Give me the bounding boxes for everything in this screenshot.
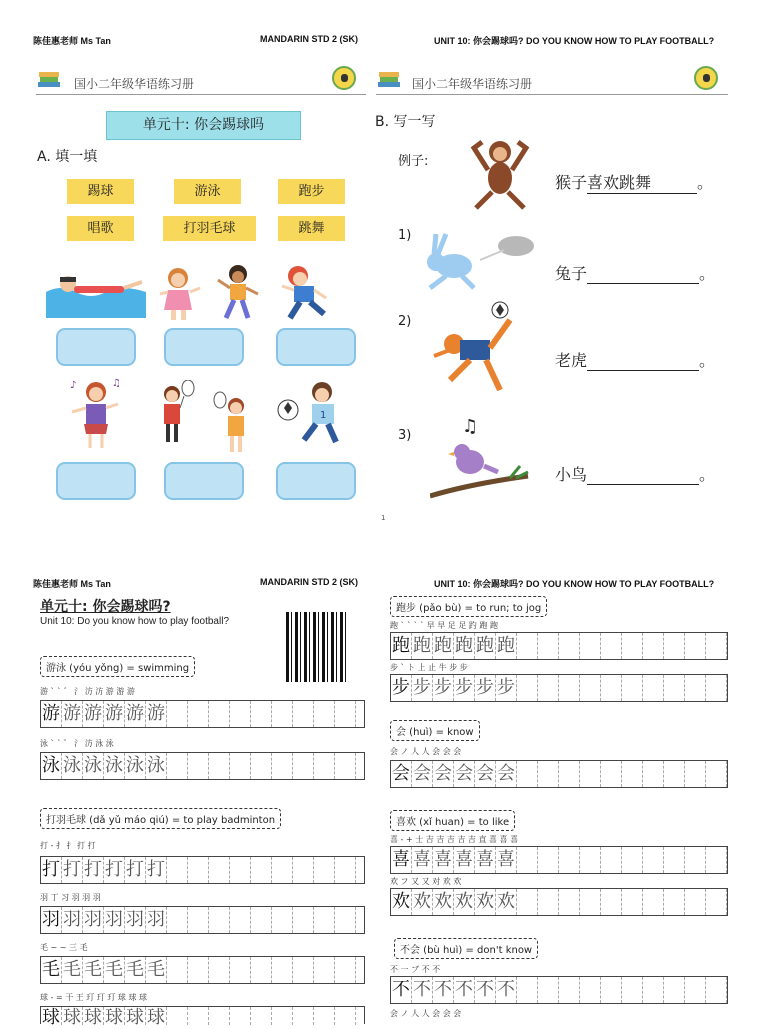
- blank-cell[interactable]: [209, 907, 230, 933]
- blank-cell[interactable]: [517, 633, 538, 659]
- trace-character[interactable]: 泳: [125, 753, 146, 779]
- model-character: 会: [391, 761, 412, 787]
- trace-character[interactable]: 喜: [454, 847, 475, 873]
- blank-cell[interactable]: [559, 633, 580, 659]
- word-box: 打羽毛球: [163, 216, 256, 241]
- blank-cell[interactable]: [251, 857, 272, 883]
- trace-character[interactable]: 跑: [412, 633, 433, 659]
- trace-character[interactable]: 球: [105, 1007, 123, 1028]
- example-answer: 喜欢跳舞: [587, 170, 697, 194]
- running-boy-illustration: [278, 264, 334, 322]
- course-label: MANDARIN STD 2 (SK): [260, 577, 358, 587]
- blank-cell[interactable]: [664, 977, 685, 1003]
- sentence-end: 。: [697, 173, 714, 192]
- blank-cell[interactable]: [559, 761, 580, 787]
- blank-cell[interactable]: [251, 1007, 272, 1025]
- singing-bird-illustration: [430, 412, 530, 506]
- word-box: 游泳: [174, 179, 241, 204]
- dancing-boy-illustration: [216, 264, 260, 320]
- trace-character[interactable]: 游: [62, 701, 83, 727]
- question-sentence: [555, 462, 715, 485]
- blank-cell[interactable]: [188, 907, 209, 933]
- answer-box[interactable]: [276, 328, 356, 366]
- blank-cell[interactable]: [314, 753, 335, 779]
- blank-cell[interactable]: [272, 753, 293, 779]
- books-icon: [38, 72, 60, 88]
- svg-text:♫: ♫: [112, 378, 121, 389]
- vocab-card: 打羽毛球 (dǎ yǔ máo qiú) = to play badminton: [40, 808, 281, 829]
- question-sentence: [555, 348, 715, 371]
- badminton-kids-illustration: [154, 380, 254, 456]
- trace-character[interactable]: 不: [433, 977, 454, 1003]
- question-subject: 小鸟: [555, 465, 588, 484]
- blank-cell[interactable]: [293, 1007, 314, 1025]
- blank-cell[interactable]: [167, 753, 188, 779]
- model-character: 球: [42, 1007, 60, 1028]
- trace-character[interactable]: 会: [454, 761, 475, 787]
- blank-cell[interactable]: [664, 889, 685, 915]
- svg-text:1: 1: [320, 410, 327, 421]
- trace-character[interactable]: 跑: [475, 633, 496, 659]
- stroke-order: 游 ` ` ゛ 氵 汸 汸 游 游 游: [40, 687, 135, 696]
- trace-character[interactable]: 羽: [125, 907, 146, 933]
- blank-cell[interactable]: [335, 907, 356, 933]
- school-logo: [694, 66, 718, 90]
- blank-cell[interactable]: [601, 847, 622, 873]
- trace-character[interactable]: 羽: [83, 907, 104, 933]
- blank-cell[interactable]: [622, 977, 643, 1003]
- course-label: MANDARIN STD 2 (SK): [260, 34, 358, 44]
- tiger-kicking-ball-illustration: [430, 300, 522, 400]
- blank-cell[interactable]: [167, 1007, 188, 1025]
- trace-character[interactable]: 球: [84, 1007, 102, 1028]
- blank-cell[interactable]: [664, 633, 685, 659]
- running-rabbit-illustration: [420, 230, 536, 292]
- trace-character[interactable]: 游: [104, 701, 125, 727]
- blank-cell[interactable]: [230, 907, 251, 933]
- blank-cell[interactable]: [209, 701, 230, 727]
- qr-code: [286, 612, 346, 682]
- header-rule: [36, 94, 366, 95]
- unit-title: UNIT 10: 你会踢球吗? DO YOU KNOW HOW TO PLAY FOOTBALL?: [434, 579, 715, 589]
- blank-cell[interactable]: [293, 957, 314, 983]
- worksheet-subtitle: Unit 10: Do you know how to play football?: [40, 616, 229, 627]
- books-icon: [378, 72, 400, 88]
- model-character: 跑: [391, 633, 412, 659]
- answer-box[interactable]: [164, 462, 244, 500]
- trace-character[interactable]: 毛: [62, 957, 83, 983]
- blank-cell[interactable]: [580, 633, 601, 659]
- blank-cell[interactable]: [188, 1007, 209, 1025]
- model-character: 泳: [41, 753, 62, 779]
- blank-cell[interactable]: [580, 761, 601, 787]
- blank-cell[interactable]: [293, 907, 314, 933]
- blank-cell[interactable]: [643, 633, 664, 659]
- vocab-card: 跑步 (pǎo bù) = to run; to jog: [390, 596, 547, 617]
- blank-cell[interactable]: [230, 957, 251, 983]
- blank-cell[interactable]: [622, 847, 643, 873]
- blank-cell[interactable]: [314, 907, 335, 933]
- model-character: 羽: [41, 907, 62, 933]
- model-character: 步: [391, 675, 412, 701]
- blank-cell[interactable]: [685, 847, 706, 873]
- unit-banner: 单元十: 你会踢球吗: [106, 111, 301, 140]
- blank-cell[interactable]: [230, 701, 251, 727]
- blank-cell[interactable]: [167, 857, 188, 883]
- swimmer-illustration: [46, 262, 146, 318]
- blank-cell[interactable]: [601, 977, 622, 1003]
- blank-cell[interactable]: [685, 675, 706, 701]
- trace-character[interactable]: 毛: [146, 957, 167, 983]
- answer-box[interactable]: [56, 328, 136, 366]
- blank-cell[interactable]: [314, 957, 335, 983]
- trace-character[interactable]: 泳: [62, 753, 83, 779]
- blank-cell[interactable]: [517, 675, 538, 701]
- blank-cell[interactable]: [580, 675, 601, 701]
- blank-cell[interactable]: [167, 957, 188, 983]
- blank-cell[interactable]: [685, 633, 706, 659]
- blank-cell[interactable]: [188, 701, 209, 727]
- blank-cell[interactable]: [335, 1007, 356, 1025]
- trace-character[interactable]: 喜: [433, 847, 454, 873]
- trace-character[interactable]: 泳: [146, 753, 167, 779]
- trace-character[interactable]: 喜: [475, 847, 496, 873]
- workbook-title: 国小二年级华语练习册: [412, 77, 533, 91]
- model-character: 不: [391, 977, 412, 1003]
- trace-character[interactable]: 游: [83, 701, 104, 727]
- blank-cell[interactable]: [538, 633, 559, 659]
- blank-cell[interactable]: [272, 957, 293, 983]
- blank-cell[interactable]: [167, 907, 188, 933]
- writing-grid[interactable]: [390, 976, 728, 1004]
- blank-cell[interactable]: [293, 753, 314, 779]
- trace-character[interactable]: 步: [433, 675, 454, 701]
- writing-grid[interactable]: [390, 760, 728, 788]
- trace-character[interactable]: 欢: [475, 889, 496, 915]
- stroke-order: 会 ノ 人 人 会 会 会: [390, 1009, 462, 1018]
- blank-cell[interactable]: [538, 761, 559, 787]
- blank-cell[interactable]: [622, 761, 643, 787]
- blank-cell[interactable]: [230, 857, 251, 883]
- blank-cell[interactable]: [706, 889, 727, 915]
- writing-grid[interactable]: [40, 856, 365, 884]
- word-box: 跳舞: [278, 216, 345, 241]
- blank-cell[interactable]: [517, 977, 538, 1003]
- writing-grid[interactable]: [390, 632, 728, 660]
- blank-cell[interactable]: [188, 857, 209, 883]
- blank-cell[interactable]: [664, 761, 685, 787]
- unit-title: UNIT 10: 你会踢球吗? DO YOU KNOW HOW TO PLAY FOOTBALL?: [434, 36, 715, 46]
- blank-cell[interactable]: [314, 701, 335, 727]
- trace-character[interactable]: 欢: [412, 889, 433, 915]
- header-rule: [376, 94, 728, 95]
- blank-cell[interactable]: [209, 957, 230, 983]
- question-subject: 老虎: [555, 351, 588, 370]
- blank-cell[interactable]: [230, 1007, 251, 1025]
- writing-grid[interactable]: [390, 674, 728, 702]
- trace-character[interactable]: 会: [475, 761, 496, 787]
- model-character: 欢: [391, 889, 412, 915]
- word-box: 唱歌: [67, 216, 134, 241]
- question-sentence: [555, 261, 715, 284]
- blank-cell[interactable]: [209, 1007, 230, 1025]
- question-number: 2): [398, 314, 412, 329]
- trace-character[interactable]: 喜: [496, 847, 517, 873]
- trace-character[interactable]: 不: [475, 977, 496, 1003]
- writing-grid[interactable]: [40, 700, 365, 728]
- trace-character[interactable]: 游: [146, 701, 167, 727]
- trace-character[interactable]: 会: [412, 761, 433, 787]
- workbook-title: 国小二年级华语练习册: [74, 77, 195, 91]
- blank-cell[interactable]: [643, 977, 664, 1003]
- answer-box[interactable]: [276, 462, 356, 500]
- writing-grid[interactable]: [40, 906, 365, 934]
- singing-girl-illustration: [156, 266, 202, 322]
- trace-character[interactable]: 欢: [433, 889, 454, 915]
- stroke-order: 欢 フ 又 又 对 欢 欢: [390, 877, 462, 886]
- blank-cell[interactable]: [559, 675, 580, 701]
- blank-cell[interactable]: [272, 857, 293, 883]
- section-a-heading: A. 填一填: [37, 149, 98, 165]
- writing-grid[interactable]: [390, 846, 728, 874]
- blank-cell[interactable]: [272, 907, 293, 933]
- blank-cell[interactable]: [251, 753, 272, 779]
- blank-cell[interactable]: [643, 889, 664, 915]
- word-box: 跑步: [278, 179, 345, 204]
- trace-character[interactable]: 泳: [83, 753, 104, 779]
- blank-cell[interactable]: [314, 1007, 335, 1025]
- vocab-card: 不会 (bù huì) = don't know: [394, 938, 538, 959]
- trace-character[interactable]: 打: [62, 857, 83, 883]
- blank-cell[interactable]: [272, 701, 293, 727]
- word-box: 踢球: [67, 179, 134, 204]
- stroke-order: 羽 丁 习 羽 羽 羽: [40, 893, 101, 902]
- singer-with-mic-illustration: [66, 376, 128, 452]
- blank-cell[interactable]: [538, 977, 559, 1003]
- blank-cell[interactable]: [517, 889, 538, 915]
- sentence-end: 。: [699, 465, 716, 484]
- blank-cell[interactable]: [517, 847, 538, 873]
- blank-cell[interactable]: [230, 753, 251, 779]
- trace-character[interactable]: 跑: [496, 633, 517, 659]
- blank-cell[interactable]: [643, 675, 664, 701]
- blank-cell[interactable]: [559, 889, 580, 915]
- teacher-name: 陈佳惠老师 Ms Tan: [33, 36, 111, 46]
- vocab-card: 喜欢 (xǐ huan) = to like: [390, 810, 515, 831]
- blank-cell[interactable]: [272, 1007, 293, 1025]
- example-label: 例子:: [398, 154, 429, 169]
- stroke-order: 喜 - + 士 吉 吉 吉 吉 吉 直 喜 喜 喜: [390, 835, 519, 844]
- blank-cell[interactable]: [559, 977, 580, 1003]
- blank-cell[interactable]: [706, 977, 727, 1003]
- stroke-order: 毛 ~ ~ 三 毛: [40, 943, 88, 952]
- blank-cell[interactable]: [188, 753, 209, 779]
- trace-character[interactable]: 泳: [104, 753, 125, 779]
- blank-cell[interactable]: [335, 701, 356, 727]
- blank-cell[interactable]: [685, 889, 706, 915]
- blank-cell[interactable]: [601, 761, 622, 787]
- trace-character[interactable]: 球: [126, 1007, 144, 1028]
- blank-cell[interactable]: [188, 957, 209, 983]
- trace-character[interactable]: 步: [454, 675, 475, 701]
- blank-cell[interactable]: [706, 675, 727, 701]
- trace-character[interactable]: 游: [125, 701, 146, 727]
- blank-cell[interactable]: [538, 847, 559, 873]
- vocab-card: 游泳 (yóu yǒng) = swimming: [40, 656, 195, 677]
- trace-character[interactable]: 步: [412, 675, 433, 701]
- blank-cell[interactable]: [538, 675, 559, 701]
- blank-cell[interactable]: [643, 847, 664, 873]
- blank-cell[interactable]: [706, 761, 727, 787]
- vocab-card: 会 (huì) = know: [390, 720, 480, 741]
- trace-character[interactable]: 打: [146, 857, 167, 883]
- stroke-order: 泳 ` ` ゛ 氵 汸 泳 泳: [40, 739, 114, 748]
- trace-character[interactable]: 毛: [83, 957, 104, 983]
- blank-cell[interactable]: [314, 857, 335, 883]
- blank-cell[interactable]: [601, 675, 622, 701]
- sentence-end: 。: [699, 264, 716, 283]
- school-logo: [332, 66, 356, 90]
- blank-cell[interactable]: [706, 847, 727, 873]
- trace-character[interactable]: 欢: [496, 889, 517, 915]
- trace-character[interactable]: 不: [454, 977, 475, 1003]
- page-number: 1: [381, 514, 386, 522]
- blank-cell[interactable]: [622, 889, 643, 915]
- blank-cell[interactable]: [622, 633, 643, 659]
- blank-cell[interactable]: [517, 761, 538, 787]
- blank-cell[interactable]: [601, 889, 622, 915]
- trace-character[interactable]: 球: [147, 1007, 165, 1028]
- blank-cell[interactable]: [251, 957, 272, 983]
- blank-cell[interactable]: [580, 889, 601, 915]
- blank-cell[interactable]: [580, 847, 601, 873]
- trace-character[interactable]: 步: [475, 675, 496, 701]
- blank-cell[interactable]: [580, 977, 601, 1003]
- blank-cell[interactable]: [251, 701, 272, 727]
- blank-cell[interactable]: [251, 907, 272, 933]
- worksheet-title: 单元十: 你会踢球吗?: [40, 599, 171, 615]
- stroke-order: 步 ` ト 上 止 牛 步 步: [390, 663, 468, 672]
- trace-character[interactable]: 会: [496, 761, 517, 787]
- model-character: 游: [41, 701, 62, 727]
- example-sentence: [555, 170, 713, 194]
- blank-cell[interactable]: [293, 857, 314, 883]
- trace-character[interactable]: 毛: [104, 957, 125, 983]
- blank-cell[interactable]: [601, 633, 622, 659]
- trace-character[interactable]: 不: [496, 977, 517, 1003]
- trace-character[interactable]: 打: [83, 857, 104, 883]
- stroke-order: 球 - = 干 王 玎 玎 玎 球 球 球: [40, 993, 148, 1002]
- answer-blank[interactable]: [587, 351, 699, 371]
- sentence-end: 。: [699, 351, 716, 370]
- trace-character[interactable]: 打: [104, 857, 125, 883]
- answer-box[interactable]: [164, 328, 244, 366]
- blank-cell[interactable]: [664, 675, 685, 701]
- trace-character[interactable]: 跑: [454, 633, 475, 659]
- blank-cell[interactable]: [209, 753, 230, 779]
- writing-grid[interactable]: [40, 1006, 365, 1028]
- model-character: 毛: [41, 957, 62, 983]
- stroke-order: 打 - 扌 扌 打 打: [40, 841, 96, 850]
- stroke-order: 不 一 ブ 不 不: [390, 965, 441, 974]
- trace-character[interactable]: 欢: [454, 889, 475, 915]
- trace-character[interactable]: 打: [125, 857, 146, 883]
- stroke-order: 会 ノ 人 人 会 会 会: [390, 747, 462, 756]
- blank-cell[interactable]: [622, 675, 643, 701]
- blank-cell[interactable]: [335, 857, 356, 883]
- teacher-name: 陈佳惠老师 Ms Tan: [33, 579, 111, 589]
- section-b-heading: B. 写一写: [375, 114, 436, 130]
- answer-blank[interactable]: [587, 465, 699, 485]
- football-boy-illustration: [276, 378, 350, 448]
- svg-text:♫: ♫: [462, 416, 479, 437]
- writing-grid[interactable]: [40, 956, 365, 984]
- example-subject: 猴子: [555, 173, 588, 192]
- trace-character[interactable]: 羽: [62, 907, 83, 933]
- blank-cell[interactable]: [167, 701, 188, 727]
- trace-character[interactable]: 会: [433, 761, 454, 787]
- answer-blank[interactable]: [587, 264, 699, 284]
- model-character: 喜: [391, 847, 412, 873]
- model-character: 打: [41, 857, 62, 883]
- trace-character[interactable]: 毛: [125, 957, 146, 983]
- blank-cell[interactable]: [643, 761, 664, 787]
- trace-character[interactable]: 跑: [433, 633, 454, 659]
- blank-cell[interactable]: [664, 847, 685, 873]
- svg-text:♪: ♪: [70, 380, 77, 391]
- blank-cell[interactable]: [559, 847, 580, 873]
- blank-cell[interactable]: [706, 633, 727, 659]
- trace-character[interactable]: 球: [63, 1007, 81, 1028]
- question-number: 3): [398, 428, 412, 443]
- blank-cell[interactable]: [293, 701, 314, 727]
- blank-cell[interactable]: [335, 957, 356, 983]
- blank-cell[interactable]: [685, 977, 706, 1003]
- blank-cell[interactable]: [209, 857, 230, 883]
- trace-character[interactable]: 羽: [146, 907, 167, 933]
- writing-grid[interactable]: [390, 888, 728, 916]
- dancing-monkey-illustration: [462, 136, 538, 214]
- answer-box[interactable]: [56, 462, 136, 500]
- question-number: 1): [398, 228, 412, 243]
- blank-cell[interactable]: [335, 753, 356, 779]
- blank-cell[interactable]: [685, 761, 706, 787]
- blank-cell[interactable]: [538, 889, 559, 915]
- question-subject: 兔子: [555, 264, 588, 283]
- trace-character[interactable]: 不: [412, 977, 433, 1003]
- stroke-order: 跑 ` ` ` ` 早 早 足 足 趵 跑 跑: [390, 621, 498, 630]
- writing-grid[interactable]: [40, 752, 365, 780]
- trace-character[interactable]: 喜: [412, 847, 433, 873]
- trace-character[interactable]: 步: [496, 675, 517, 701]
- trace-character[interactable]: 羽: [104, 907, 125, 933]
